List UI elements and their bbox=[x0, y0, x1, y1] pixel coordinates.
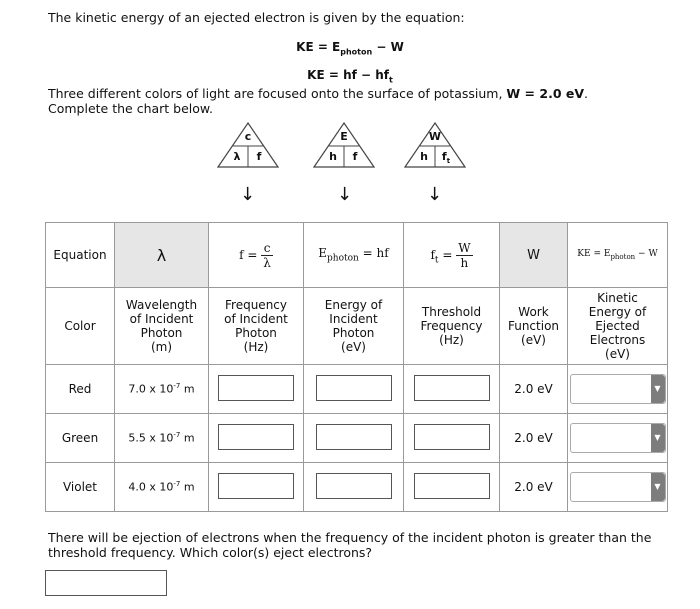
chevron-down-icon[interactable]: ▼ bbox=[651, 375, 665, 403]
threshold-input[interactable] bbox=[414, 424, 490, 450]
kinetic-energy-label: Kinetic Energy of Ejected Electrons (eV) bbox=[568, 288, 668, 365]
lambda-header: λ bbox=[115, 223, 209, 288]
frequency-cell bbox=[209, 414, 304, 463]
triangle-right-label: $f_t$ bbox=[441, 150, 451, 166]
frequency-input[interactable] bbox=[218, 424, 294, 450]
row-color: Violet bbox=[46, 463, 115, 512]
kinetic-cell bbox=[568, 414, 668, 463]
down-arrow-icon: ↓ bbox=[337, 184, 353, 205]
answer-input[interactable] bbox=[45, 570, 167, 596]
energy-cell bbox=[304, 463, 404, 512]
threshold-label: Threshold Frequency (Hz) bbox=[404, 288, 500, 365]
threshold-cell bbox=[404, 414, 500, 463]
triangle-left-label: h bbox=[420, 150, 428, 163]
kinetic-energy-dropdown[interactable] bbox=[570, 423, 666, 453]
table-row-red bbox=[46, 365, 668, 414]
frequency-equation: f = $\frac{c}{\lambda}$ bbox=[209, 223, 304, 288]
row-work-function: 2.0 eV bbox=[500, 463, 568, 512]
triangle-c-lambda-f bbox=[217, 122, 279, 166]
row-color: Red bbox=[46, 365, 115, 414]
chevron-down-icon[interactable]: ▼ bbox=[651, 473, 665, 501]
kinetic-energy-dropdown[interactable] bbox=[570, 472, 666, 502]
row-color: Green bbox=[46, 414, 115, 463]
frequency-label: Frequency of Incident Photon (Hz) bbox=[209, 288, 304, 365]
ke-equation-2: KE = hf − $hf_t$ bbox=[307, 68, 393, 85]
threshold-input[interactable] bbox=[414, 375, 490, 401]
energy-input[interactable] bbox=[316, 375, 392, 401]
energy-equation: $E_{photon}$ = hf bbox=[304, 223, 404, 288]
threshold-cell bbox=[404, 463, 500, 512]
triangle-top-label: c bbox=[244, 130, 252, 143]
energy-input[interactable] bbox=[316, 473, 392, 499]
threshold-cell bbox=[404, 365, 500, 414]
kinetic-cell bbox=[568, 365, 668, 414]
triangle-top-label: E bbox=[340, 130, 348, 143]
color-label: Color bbox=[46, 288, 115, 365]
problem-statement: Three different colors of light are focused onto the surface of potassium, W = 2.0 eV. Complete the chart below. bbox=[48, 86, 589, 116]
intro-text: The kinetic energy of an ejected electron is given by the equation: bbox=[48, 10, 465, 25]
ke-equation-1: KE = $E_{photon} - W$ bbox=[296, 40, 404, 57]
equation-header: Equation bbox=[46, 223, 115, 288]
row-work-function: 2.0 eV bbox=[500, 414, 568, 463]
frequency-input[interactable] bbox=[218, 375, 294, 401]
down-arrow-icon: ↓ bbox=[240, 184, 256, 205]
triangle-left-label: λ bbox=[233, 150, 241, 163]
row-wavelength: 5.5 x $10^{-7}$ m bbox=[115, 414, 209, 463]
photoelectric-table bbox=[45, 222, 668, 512]
triangle-top-label: W bbox=[428, 130, 442, 143]
wavelength-label: Wavelength of Incident Photon (m) bbox=[115, 288, 209, 365]
table-row-violet bbox=[46, 463, 668, 512]
triangle-right-label: f bbox=[352, 150, 358, 163]
threshold-equation: $f_t$ = $\frac{W}{h}$ bbox=[404, 223, 500, 288]
frequency-cell bbox=[209, 463, 304, 512]
kinetic-equation: KE = $E_{photon} - W$ bbox=[568, 223, 668, 288]
down-arrow-icon: ↓ bbox=[427, 184, 443, 205]
table-subheader-row bbox=[46, 288, 668, 365]
triangle-left-label: h bbox=[329, 150, 337, 163]
work-function-label: Work Function (eV) bbox=[500, 288, 568, 365]
energy-input[interactable] bbox=[316, 424, 392, 450]
chevron-down-icon[interactable]: ▼ bbox=[651, 424, 665, 452]
row-wavelength: 4.0 x $10^{-7}$ m bbox=[115, 463, 209, 512]
energy-cell bbox=[304, 365, 404, 414]
frequency-input[interactable] bbox=[218, 473, 294, 499]
kinetic-energy-dropdown[interactable] bbox=[570, 374, 666, 404]
energy-cell bbox=[304, 414, 404, 463]
triangle-w-h-ft bbox=[404, 122, 466, 166]
table-header-row bbox=[46, 223, 668, 288]
work-header: W bbox=[500, 223, 568, 288]
question-text: There will be ejection of electrons when the frequency of the incident photon is greater than the threshold frequency. Which color(s) eject electrons? bbox=[48, 530, 652, 560]
frequency-cell bbox=[209, 365, 304, 414]
energy-label: Energy of Incident Photon (eV) bbox=[304, 288, 404, 365]
row-wavelength: 7.0 x $10^{-7}$ m bbox=[115, 365, 209, 414]
triangle-e-h-f bbox=[313, 122, 375, 166]
triangle-right-label: f bbox=[256, 150, 262, 163]
kinetic-cell bbox=[568, 463, 668, 512]
threshold-input[interactable] bbox=[414, 473, 490, 499]
table-row-green bbox=[46, 414, 668, 463]
row-work-function: 2.0 eV bbox=[500, 365, 568, 414]
